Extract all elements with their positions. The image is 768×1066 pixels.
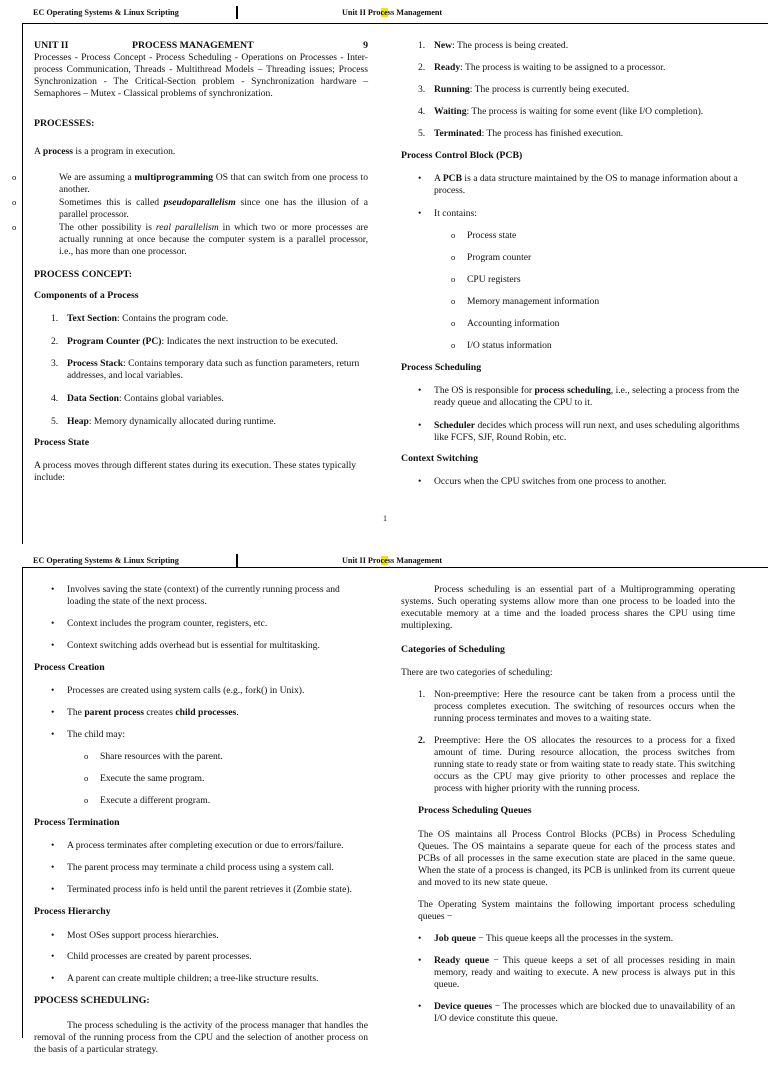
list-item: • Scheduler decides which process will run next, and uses scheduling algorithms like FCFS, SJF, Round Robin, etc. bbox=[401, 420, 747, 444]
list-item: o Memory management information bbox=[434, 296, 747, 308]
list-item: o Execute the same program. bbox=[67, 773, 368, 785]
categories-heading: Categories of Scheduling bbox=[401, 643, 505, 655]
process-definition: A process is a program in execution. bbox=[34, 146, 176, 158]
page-header bbox=[0, 548, 768, 568]
list-item: 4. Data Section: Contains global variables. bbox=[51, 393, 224, 405]
process-creation-heading: Process Creation bbox=[34, 661, 105, 673]
process-state-text: A process moves through different states during its execution. These states typically include: bbox=[34, 459, 357, 483]
list-item: o Share resources with the parent. bbox=[67, 751, 368, 763]
list-item: • Processes are created using system calls (e.g., fork() in Unix). bbox=[34, 685, 368, 697]
hierarchy-list bbox=[34, 930, 368, 986]
list-item: • Occurs when the CPU switches from one process to another. bbox=[401, 476, 747, 488]
list-item: 5. Terminated: The process has finished execution. bbox=[418, 127, 624, 139]
queues-paragraph-1: The OS maintains all Process Control Blocks (PCBs) in Process Scheduling Queues. The OS maintains a separate queue for each of the process states and PCBs of all processes in the same execution state are placed in the same queue. When the state of a process is changed, its PCB is unlinked from its current queue and moved to its new state queue. bbox=[418, 829, 735, 889]
list-item: • Context includes the program counter, registers, etc. bbox=[34, 618, 368, 630]
list-item: 2. Ready: The process is waiting to be assigned to a processor. bbox=[418, 61, 666, 73]
list-item: • The parent process may terminate a child process using a system call. bbox=[34, 862, 368, 874]
page1-right-column bbox=[401, 40, 747, 497]
unit-label: UNIT II bbox=[34, 40, 69, 51]
process-scheduling-heading: PPOCESS SCHEDULING: bbox=[34, 995, 150, 1007]
syllabus-text: Processes - Process Concept - Process Scheduling - Operations on Processes - Inter-process Communication, Threads - Multithread Models – Threading issues; Process Synchronization - The Critical-Section problem - Synchronization hardware – Semaphores – Mutex - Classical problems of synchronization. bbox=[34, 52, 368, 99]
page-header bbox=[0, 0, 768, 20]
categories-list bbox=[401, 689, 735, 795]
list-item: 2. Preemptive: Here the OS allocates the resources to a process for a fixed amount of time. During resource allocation, the process switches from running state to ready state or from waiting state to ready state. This switching occurs as the CPU may give priority to other processes and replace the process with higher priority with the running process. bbox=[418, 735, 735, 795]
list-item: 1. Text Section: Contains the program code. bbox=[51, 312, 229, 324]
list-item: 4. Waiting: The process is waiting for some event (like I/O completion). bbox=[418, 105, 704, 117]
list-item: 5. Heap: Memory dynamically allocated during runtime. bbox=[51, 416, 276, 428]
scheduling-list bbox=[401, 385, 747, 444]
list-item: • Context switching adds overhead but is essential for multitasking. bbox=[34, 640, 368, 652]
list-item: 1. New: The process is being created. bbox=[418, 40, 569, 51]
header-divider bbox=[236, 554, 238, 567]
highlight-mark: ce bbox=[380, 8, 388, 17]
states-list bbox=[401, 40, 747, 140]
header-course: EC Operating Systems & Linux Scripting bbox=[33, 8, 179, 17]
unit-title: PROCESS MANAGEMENT bbox=[132, 40, 254, 51]
list-item: o Sometimes this is called pseudoparallelism since one has the illusion of a parallel processor. bbox=[34, 197, 368, 221]
list-item: o The other possibility is real parallelism in which two or more processes are actually running at once because the computer system is a parallel processor, i.e., has more than one processor. bbox=[34, 222, 368, 258]
unit-title-row bbox=[34, 40, 368, 52]
list-item: • A PCB is a data structure maintained by the OS to manage information about a process. bbox=[401, 173, 747, 197]
header-unit-title: Unit II Process Management bbox=[342, 8, 443, 17]
list-item: • The child may: bbox=[34, 729, 368, 741]
list-item: o Program counter bbox=[434, 252, 747, 264]
creation-list bbox=[34, 685, 368, 741]
document-page-2 bbox=[22, 567, 768, 1055]
list-item: o I/O status information bbox=[434, 340, 747, 352]
page1-left-column bbox=[34, 40, 368, 494]
list-item: • It contains: bbox=[401, 208, 747, 220]
list-item: • A parent can create multiple children; a tree-like structure results. bbox=[34, 973, 368, 985]
pcb-heading: Process Control Block (PCB) bbox=[401, 149, 523, 161]
pcb-list bbox=[401, 173, 747, 220]
scheduling-paragraph: The process scheduling is the activity of the process manager that handles the removal of the running process from the CPU and the selection of another process on the basis of a particular strategy. bbox=[34, 1019, 368, 1055]
scheduling-heading: Process Scheduling bbox=[401, 362, 482, 374]
list-item: 3. Running: The process is currently being executed. bbox=[418, 83, 630, 95]
scheduling-queues-heading: Process Scheduling Queues bbox=[418, 805, 532, 817]
components-heading: Components of a Process bbox=[34, 290, 139, 302]
list-item: • Terminated process info is held until the parent retrieves it (Zombie state). bbox=[34, 884, 368, 896]
termination-list bbox=[34, 840, 368, 896]
list-item: 3. Process Stack: Contains temporary data such as function parameters, return addresses, and local variables. bbox=[51, 358, 360, 382]
list-item: • Device queues − The processes which are blocked due to unavailability of an I/O device constitute this queue. bbox=[401, 1001, 735, 1025]
list-item: o We are assuming a multiprogramming OS that can switch from one process to another. bbox=[34, 172, 368, 196]
list-item: o Execute a different program. bbox=[67, 795, 368, 807]
categories-intro: There are two categories of scheduling: bbox=[401, 667, 553, 679]
child-may-list bbox=[67, 751, 368, 807]
concept-heading: PROCESS CONCEPT: bbox=[34, 269, 133, 281]
list-item: 1. Non-preemptive: Here the resource cant be taken from a process until the process completes execution. The switching of resources occurs when the running process terminates and moves to a waiting state. bbox=[418, 689, 735, 725]
processes-heading: PROCESSES: bbox=[34, 117, 95, 129]
page2-right-column bbox=[401, 584, 735, 1035]
process-notes-list bbox=[34, 172, 368, 258]
context-switching-heading: Context Switching bbox=[401, 453, 479, 465]
list-item: • A process terminates after completing execution or due to errors/failure. bbox=[34, 840, 368, 852]
queues-list bbox=[401, 933, 735, 1025]
document-page-1 bbox=[22, 23, 768, 544]
header-divider bbox=[236, 6, 238, 19]
unit-hours: 9 bbox=[363, 40, 368, 51]
header-unit-title: Unit II Process Management bbox=[342, 556, 443, 565]
process-termination-heading: Process Termination bbox=[34, 817, 120, 829]
list-item: o Process state bbox=[434, 230, 747, 242]
context-list bbox=[401, 476, 747, 488]
process-state-heading: Process State bbox=[34, 437, 90, 449]
list-item: • Child processes are created by parent processes. bbox=[34, 951, 368, 963]
process-hierarchy-heading: Process Hierarchy bbox=[34, 906, 111, 918]
components-list bbox=[34, 313, 368, 429]
page-number: 1 bbox=[383, 514, 387, 523]
list-item: o Accounting information bbox=[434, 318, 747, 330]
list-item: • The OS is responsible for process scheduling, i.e., selecting a process from the ready queue and allocating the CPU to it. bbox=[401, 385, 747, 409]
page2-left-column bbox=[34, 584, 368, 1066]
list-item: • Involves saving the state (context) of the currently running process and loading the state of the next process. bbox=[34, 584, 368, 608]
list-item: • Most OSes support process hierarchies. bbox=[34, 930, 368, 942]
pcb-contents-list bbox=[434, 230, 747, 352]
queues-section bbox=[401, 805, 735, 923]
queues-paragraph-2: The Operating System maintains the following important process scheduling queues − bbox=[418, 899, 735, 923]
list-item: • Ready queue − This queue keeps a set of all processes residing in main memory, ready and waiting to execute. A new process is always put in this queue. bbox=[401, 955, 735, 991]
list-item: 2. Program Counter (PC): Indicates the next instruction to be executed. bbox=[51, 335, 338, 347]
highlight-mark: ce bbox=[380, 556, 388, 565]
context-details-list bbox=[34, 584, 368, 652]
list-item: • The parent process creates child processes. bbox=[34, 707, 368, 719]
list-item: o CPU registers bbox=[434, 274, 747, 286]
header-course: EC Operating Systems & Linux Scripting bbox=[33, 556, 179, 565]
list-item: • Job queue − This queue keeps all the processes in the system. bbox=[401, 933, 735, 945]
multiprogramming-paragraph: Process scheduling is an essential part of a Multiprogramming operating systems. Such operating systems allow more than one process to be loaded into the executable memory at a time and the loaded process shares the CPU using time multiplexing. bbox=[401, 584, 735, 631]
